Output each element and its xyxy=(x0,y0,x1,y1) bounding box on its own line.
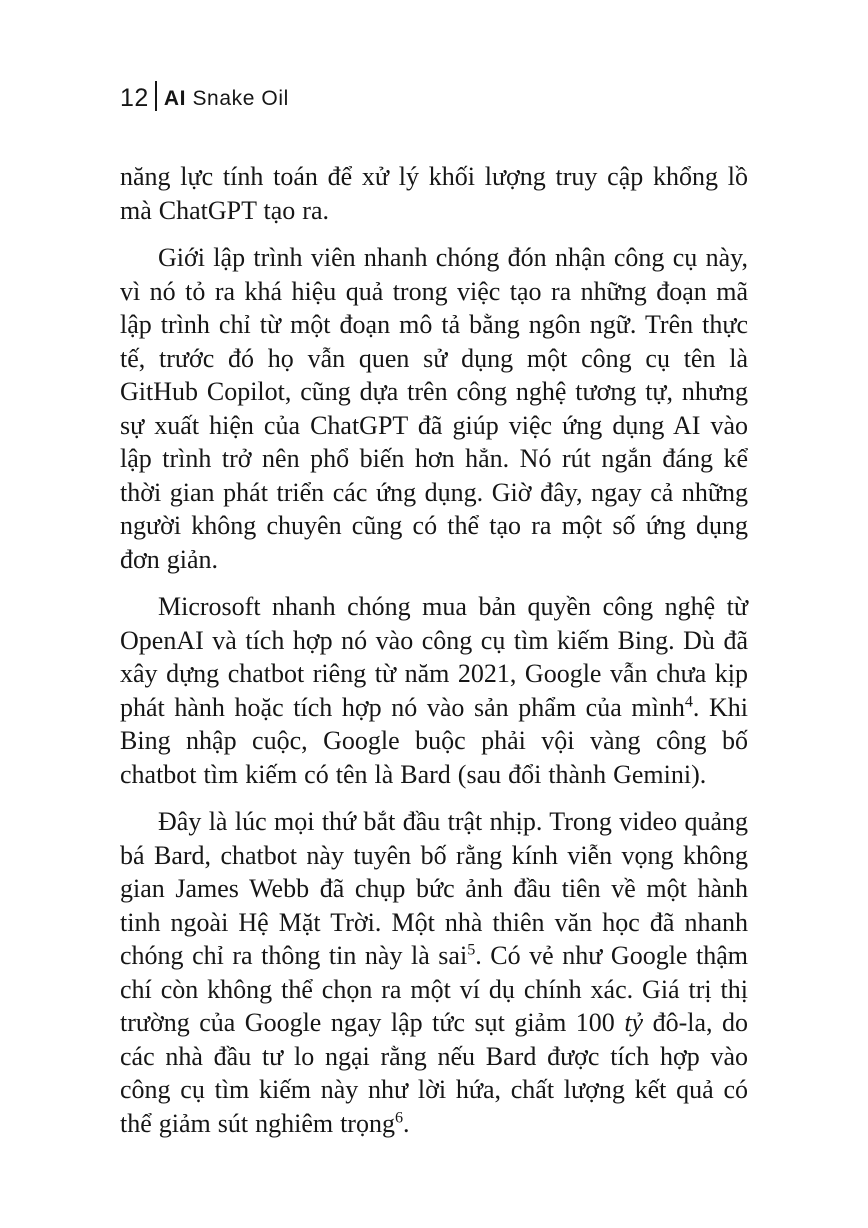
paragraph xyxy=(120,590,748,791)
text-run: Đây là lúc mọi thứ bắt đầu trật nhịp. Trong video quảng bá Bard, chatbot này tuyên bố rằng kính viễn vọng không gian James Webb đã chụp bức ảnh đầu tiên về một hành tinh ngoài Hệ Mặt Trời. Một nhà thiên văn học đã nhanh chóng chỉ ra thông tin này là sai xyxy=(120,807,748,970)
text-run: . xyxy=(403,1108,410,1138)
book-title-rest: Snake Oil xyxy=(186,86,289,110)
emphasized-text: tỷ xyxy=(624,1008,644,1037)
footnote-reference: 5 xyxy=(467,941,476,959)
text-run: Microsoft nhanh chóng mua bản quyền công nghệ từ OpenAI và tích hợp nó vào công cụ tìm kiếm Bing. Dù đã xây dựng chatbot riêng từ năm 2021, Google vẫn chưa kịp phát hành hoặc tích hợp nó vào sản phẩm của mình xyxy=(120,592,748,722)
header-separator xyxy=(155,81,157,111)
running-header xyxy=(120,84,289,113)
text-run: năng lực tính toán để xử lý khối lượng truy cập khổng lồ mà ChatGPT tạo ra. xyxy=(120,162,748,225)
text-run: . Khi Bing nhập cuộc, Google buộc phải vội vàng công bố chatbot tìm kiếm có tên là Bard (sau đổi thành Gemini). xyxy=(120,692,749,789)
book-title xyxy=(164,87,289,111)
text-run: . Có vẻ như Google thậm chí còn không thể chọn ra một ví dụ chính xác. Giá trị thị trường của Google ngay lập tức sụt giảm 100 xyxy=(120,941,748,1037)
text-run: Giới lập trình viên nhanh chóng đón nhận công cụ này, vì nó tỏ ra khá hiệu quả trong việc tạo ra những đoạn mã lập trình chỉ từ một đoạn mô tả bằng ngôn ngữ. Trên thực tế, trước đó họ vẫn quen sử dụng một công cụ tên là GitHub Copilot, cũng dựa trên công nghệ tương tự, nhưng sự xuất hiện của ChatGPT đã giúp việc ứng dụng AI vào lập trình trở nên phổ biến hơn hẳn. Nó rút ngắn đáng kể thời gian phát triển các ứng dụng. Giờ đây, ngay cả những người không chuyên cũng có thể tạo ra một số ứng dụng đơn giản. xyxy=(120,243,748,574)
footnote-reference: 6 xyxy=(394,1108,404,1126)
text-run: đô-la, do các nhà đầu tư lo ngại rằng nếu Bard được tích hợp vào công cụ tìm kiếm này như lời hứa, chất lượng kết quả có thể giảm sút nghiêm trọng xyxy=(120,1008,748,1138)
paragraph xyxy=(120,805,748,1140)
paragraph xyxy=(120,160,748,227)
footnote-reference: 4 xyxy=(684,692,693,710)
paragraph xyxy=(120,241,748,576)
body-text xyxy=(120,160,748,1154)
page-number: 12 xyxy=(120,84,149,112)
book-title-bold: AI xyxy=(163,86,187,110)
